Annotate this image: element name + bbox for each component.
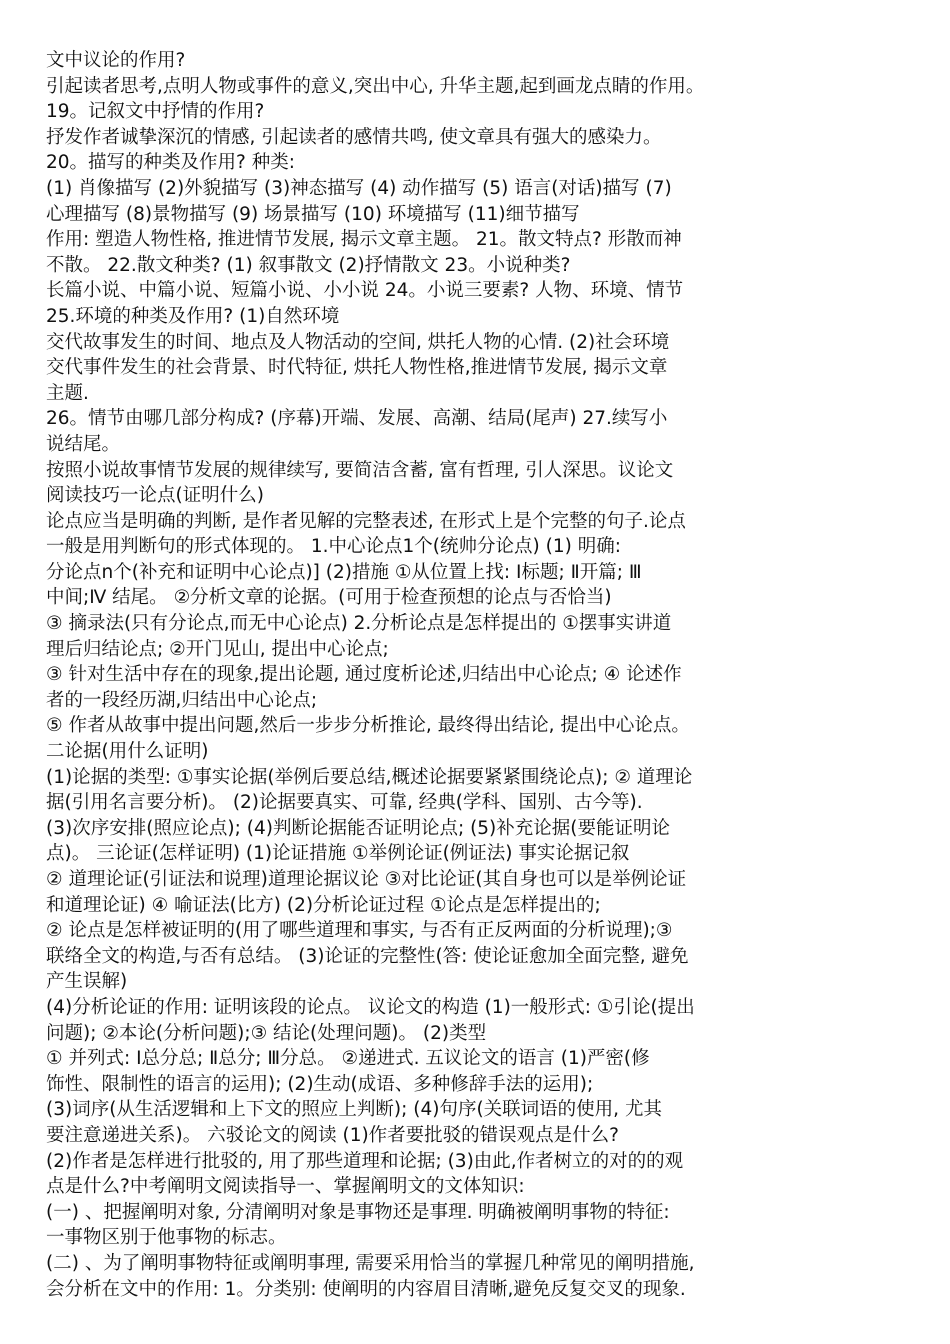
text-line: 中间;Ⅳ 结尾。 ②分析文章的论据。(可用于检查预想的论点与否恰当) xyxy=(46,587,612,609)
text-line: ③ 摘录法(只有分论点,而无中心论点) 2.分析论点是怎样提出的 ①摆事实讲道 xyxy=(46,613,672,635)
text-line: 阅读技巧一论点(证明什么) xyxy=(46,485,264,507)
text-line: 交代故事发生的时间、地点及人物活动的空间, 烘托人物的心情. (2)社会环境 xyxy=(46,331,670,353)
text-line: 分论点n个(补充和证明中心论点)] (2)措施 ①从位置上找: Ⅰ标题; Ⅱ开篇; Ⅲ xyxy=(46,561,642,583)
text-line: (4)分析论证的作用: 证明该段的论点。 议论文的构造 (1)一般形式: ①引论(提出 xyxy=(46,996,695,1018)
text-line: ③ 针对生活中存在的现象,提出论题, 通过度析论述,归结出中心论点; ④ 论述作 xyxy=(46,664,682,686)
text-line: 一般是用判断句的形式体现的。 1.中心论点1个(统帅分论点) (1) 明确: xyxy=(46,536,621,558)
text-line: 要注意递进关系)。 六驳论文的阅读 (1)作者要批驳的错误观点是什么? xyxy=(46,1124,620,1146)
text-line: (一) 、把握阐明对象, 分清阐明对象是事物还是事理. 明确被阐明事物的特征: xyxy=(46,1201,670,1223)
text-line: 饰性、限制性的语言的运用); (2)生动(成语、多种修辞手法的运用); xyxy=(46,1073,594,1095)
text-line: 点)。 三论证(怎样证明) (1)论证措施 ①举例论证(例证法) 事实论据记叙 xyxy=(46,843,630,865)
text-line: ① 并列式: Ⅰ总分总; Ⅱ总分; Ⅲ分总。 ②递进式. 五议论文的语言 (1)严密(修 xyxy=(46,1048,650,1070)
text-line: 据(引用名言要分析)。 (2)论据要真实、可靠, 经典(学科、国别、古今等). xyxy=(46,792,643,814)
text-line: 联络全文的构造,与否有总结。 (3)论证的完整性(答: 使论证愈加全面完整, 避免 xyxy=(46,945,689,967)
text-line: 20。描写的种类及作用? 种类: xyxy=(46,152,295,174)
text-line: 作用: 塑造人物性格, 推进情节发展, 揭示文章主题。 21。散文特点? 形散而神 xyxy=(46,229,682,251)
text-line: ② 道理论证(引证法和说理)道理论据议论 ③对比论证(其自身也可以是举例论证 xyxy=(46,869,687,890)
text-line: 25.环境的种类及作用? (1)自然环境 xyxy=(46,305,340,327)
text-line: 二论据(用什么证明) xyxy=(46,741,209,763)
text-line: 者的一段经历湖,归结出中心论点; xyxy=(46,689,318,711)
text-line: (3)词序(从生活逻辑和上下文的照应上判断); (4)句序(关联词语的使用, 尤其 xyxy=(46,1099,662,1121)
text-line: 26。情节由哪几部分构成? (序幕)开端、发展、高潮、结局(尾声) 27.续写小 xyxy=(46,408,668,430)
text-line: (1) 肖像描写 (2)外貌描写 (3)神态描写 (4) 动作描写 (5) 语言(对话)描写 (7) xyxy=(46,177,672,199)
text-line: (1)论据的类型: ①事实论据(举例后要总结,概述论据要紧紧围绕论点); ② 道理论 xyxy=(46,766,693,788)
text-line: 心理描写 (8)景物描写 (9) 场景描写 (10) 环境描写 (11)细节描写 xyxy=(46,203,580,225)
text-line: 产生误解) xyxy=(46,971,128,993)
text-line: 问题); ②本论(分析问题);③ 结论(处理问题)。 (2)类型 xyxy=(46,1022,487,1044)
document-page xyxy=(46,48,912,1302)
text-line: 按照小说故事情节发展的规律续写, 要简洁含蓄, 富有哲理, 引人深思。议论文 xyxy=(46,459,674,481)
text-line: 主题. xyxy=(46,382,89,404)
text-line: 理后归结论点; ②开门见山, 提出中心论点; xyxy=(46,638,389,660)
text-line: (2)作者是怎样进行批驳的, 用了那些道理和论据; (3)由此,作者树立的对的的观 xyxy=(46,1150,684,1172)
text-line: 文中议论的作用? xyxy=(46,50,186,71)
text-line: 引起读者思考,点明人物或事件的意义,突出中心, 升华主题,起到画龙点睛的作用。 xyxy=(46,75,705,97)
text-line: (3)次序安排(照应论点); (4)判断论据能否证明论点; (5)补充论据(要能证明论 xyxy=(46,817,670,839)
text-line: 抒发作者诚挚深沉的情感, 引起读者的感情共鸣, 使文章具有强大的感染力。 xyxy=(46,126,662,148)
text-line: ⑤ 作者从故事中提出问题,然后一步步分析推论, 最终得出结论, 提出中心论点。 xyxy=(46,715,690,737)
text-line: (二) 、为了阐明事物特征或阐明事理, 需要采用恰当的掌握几种常见的阐明措施, xyxy=(46,1252,695,1274)
text-line: 交代事件发生的社会背景、时代特征, 烘托人物性格,推进情节发展, 揭示文章 xyxy=(46,357,668,379)
text-line: 一事物区别于他事物的标志。 xyxy=(46,1227,287,1249)
text-line: ② 论点是怎样被证明的(用了哪些道理和事实, 与否有正反两面的分析说理);③ xyxy=(46,920,673,942)
text-line: 点是什么?中考阐明文阅读指导一、掌握阐明文的文体知识: xyxy=(46,1176,525,1198)
text-line: 论点应当是明确的判断, 是作者见解的完整表述, 在形式上是个完整的句子.论点 xyxy=(46,510,686,532)
text-line: 19。记叙文中抒情的作用? xyxy=(46,101,265,123)
text-line: 和道理论证) ④ 喻证法(比方) (2)分析论证过程 ①论点是怎样提出的; xyxy=(46,894,601,916)
text-line: 会分析在文中的作用: 1。分类别: 使阐明的内容眉目清晰,避免反复交叉的现象. xyxy=(46,1278,686,1300)
text-line: 长篇小说、中篇小说、短篇小说、小小说 24。小说三要素? 人物、环境、情节 xyxy=(46,280,684,302)
text-line: 说结尾。 xyxy=(46,433,121,455)
text-line: 不散。 22.散文种类? (1) 叙事散文 (2)抒情散文 23。小说种类? xyxy=(46,254,571,276)
